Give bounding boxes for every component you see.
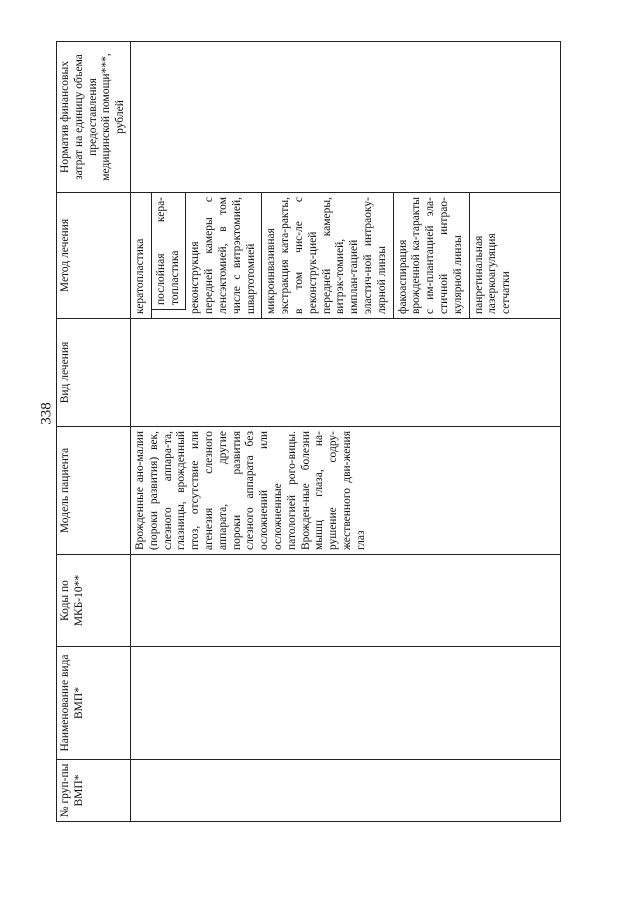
method-item: реконструкция передней камеры с ленсэктомией, в том числе с витрэктомией, швартотомией xyxy=(186,193,262,318)
cell-group xyxy=(130,760,560,822)
page-number: 338 xyxy=(38,402,55,425)
cell-name xyxy=(130,647,560,760)
header-method: Метод лечения xyxy=(57,193,131,319)
cell-methods xyxy=(130,193,560,319)
cell-cost xyxy=(130,42,560,193)
rotated-table-wrapper xyxy=(56,42,561,822)
cell-codes xyxy=(130,555,560,647)
header-model: Модель пациента xyxy=(57,427,131,555)
table-header-row xyxy=(57,42,131,822)
header-group: № груп-пы ВМП* xyxy=(57,760,131,822)
table-row xyxy=(130,42,560,822)
method-item: кератопластика xyxy=(131,193,152,318)
vmp-table xyxy=(56,41,561,822)
header-name: Наименование вида ВМП* xyxy=(57,647,131,760)
method-item: факоаспирация врожденной ка-таракты с им-плантацией эла-стичной интрао-кулярной линзы xyxy=(394,193,470,318)
header-type: Вид лечения xyxy=(57,319,131,427)
method-item: панретинальная лазеркоагуляция сетчатки xyxy=(472,233,513,314)
cell-model: Врожденные ано-малии (пороки развития) век, слезного аппара-та, глазницы, врожденный птоз, отсутствие или агенезия слезного аппарата, другие пороки развития слезного аппарата без осложнений или осложненные патологией рого-вицы. Врожден-ные болезни мышц глаза, на-рушение содру-жественного дви-жения глаз xyxy=(130,427,560,555)
method-item: послойная кера-топластика xyxy=(152,193,187,310)
cell-type xyxy=(130,319,560,427)
header-cost: Норматив финансовых затрат на единицу объема предоставления медицинской помощи***, рублей xyxy=(57,42,131,193)
header-codes: Коды по МКБ-10** xyxy=(57,555,131,647)
method-item: микроинвазивная экстракция ката-ракты, в том чис-ле с реконструк-цией передней камеры, витрэк-томией, имплан-тацией эластич-ной интраоку-лярной линзы xyxy=(262,193,393,318)
